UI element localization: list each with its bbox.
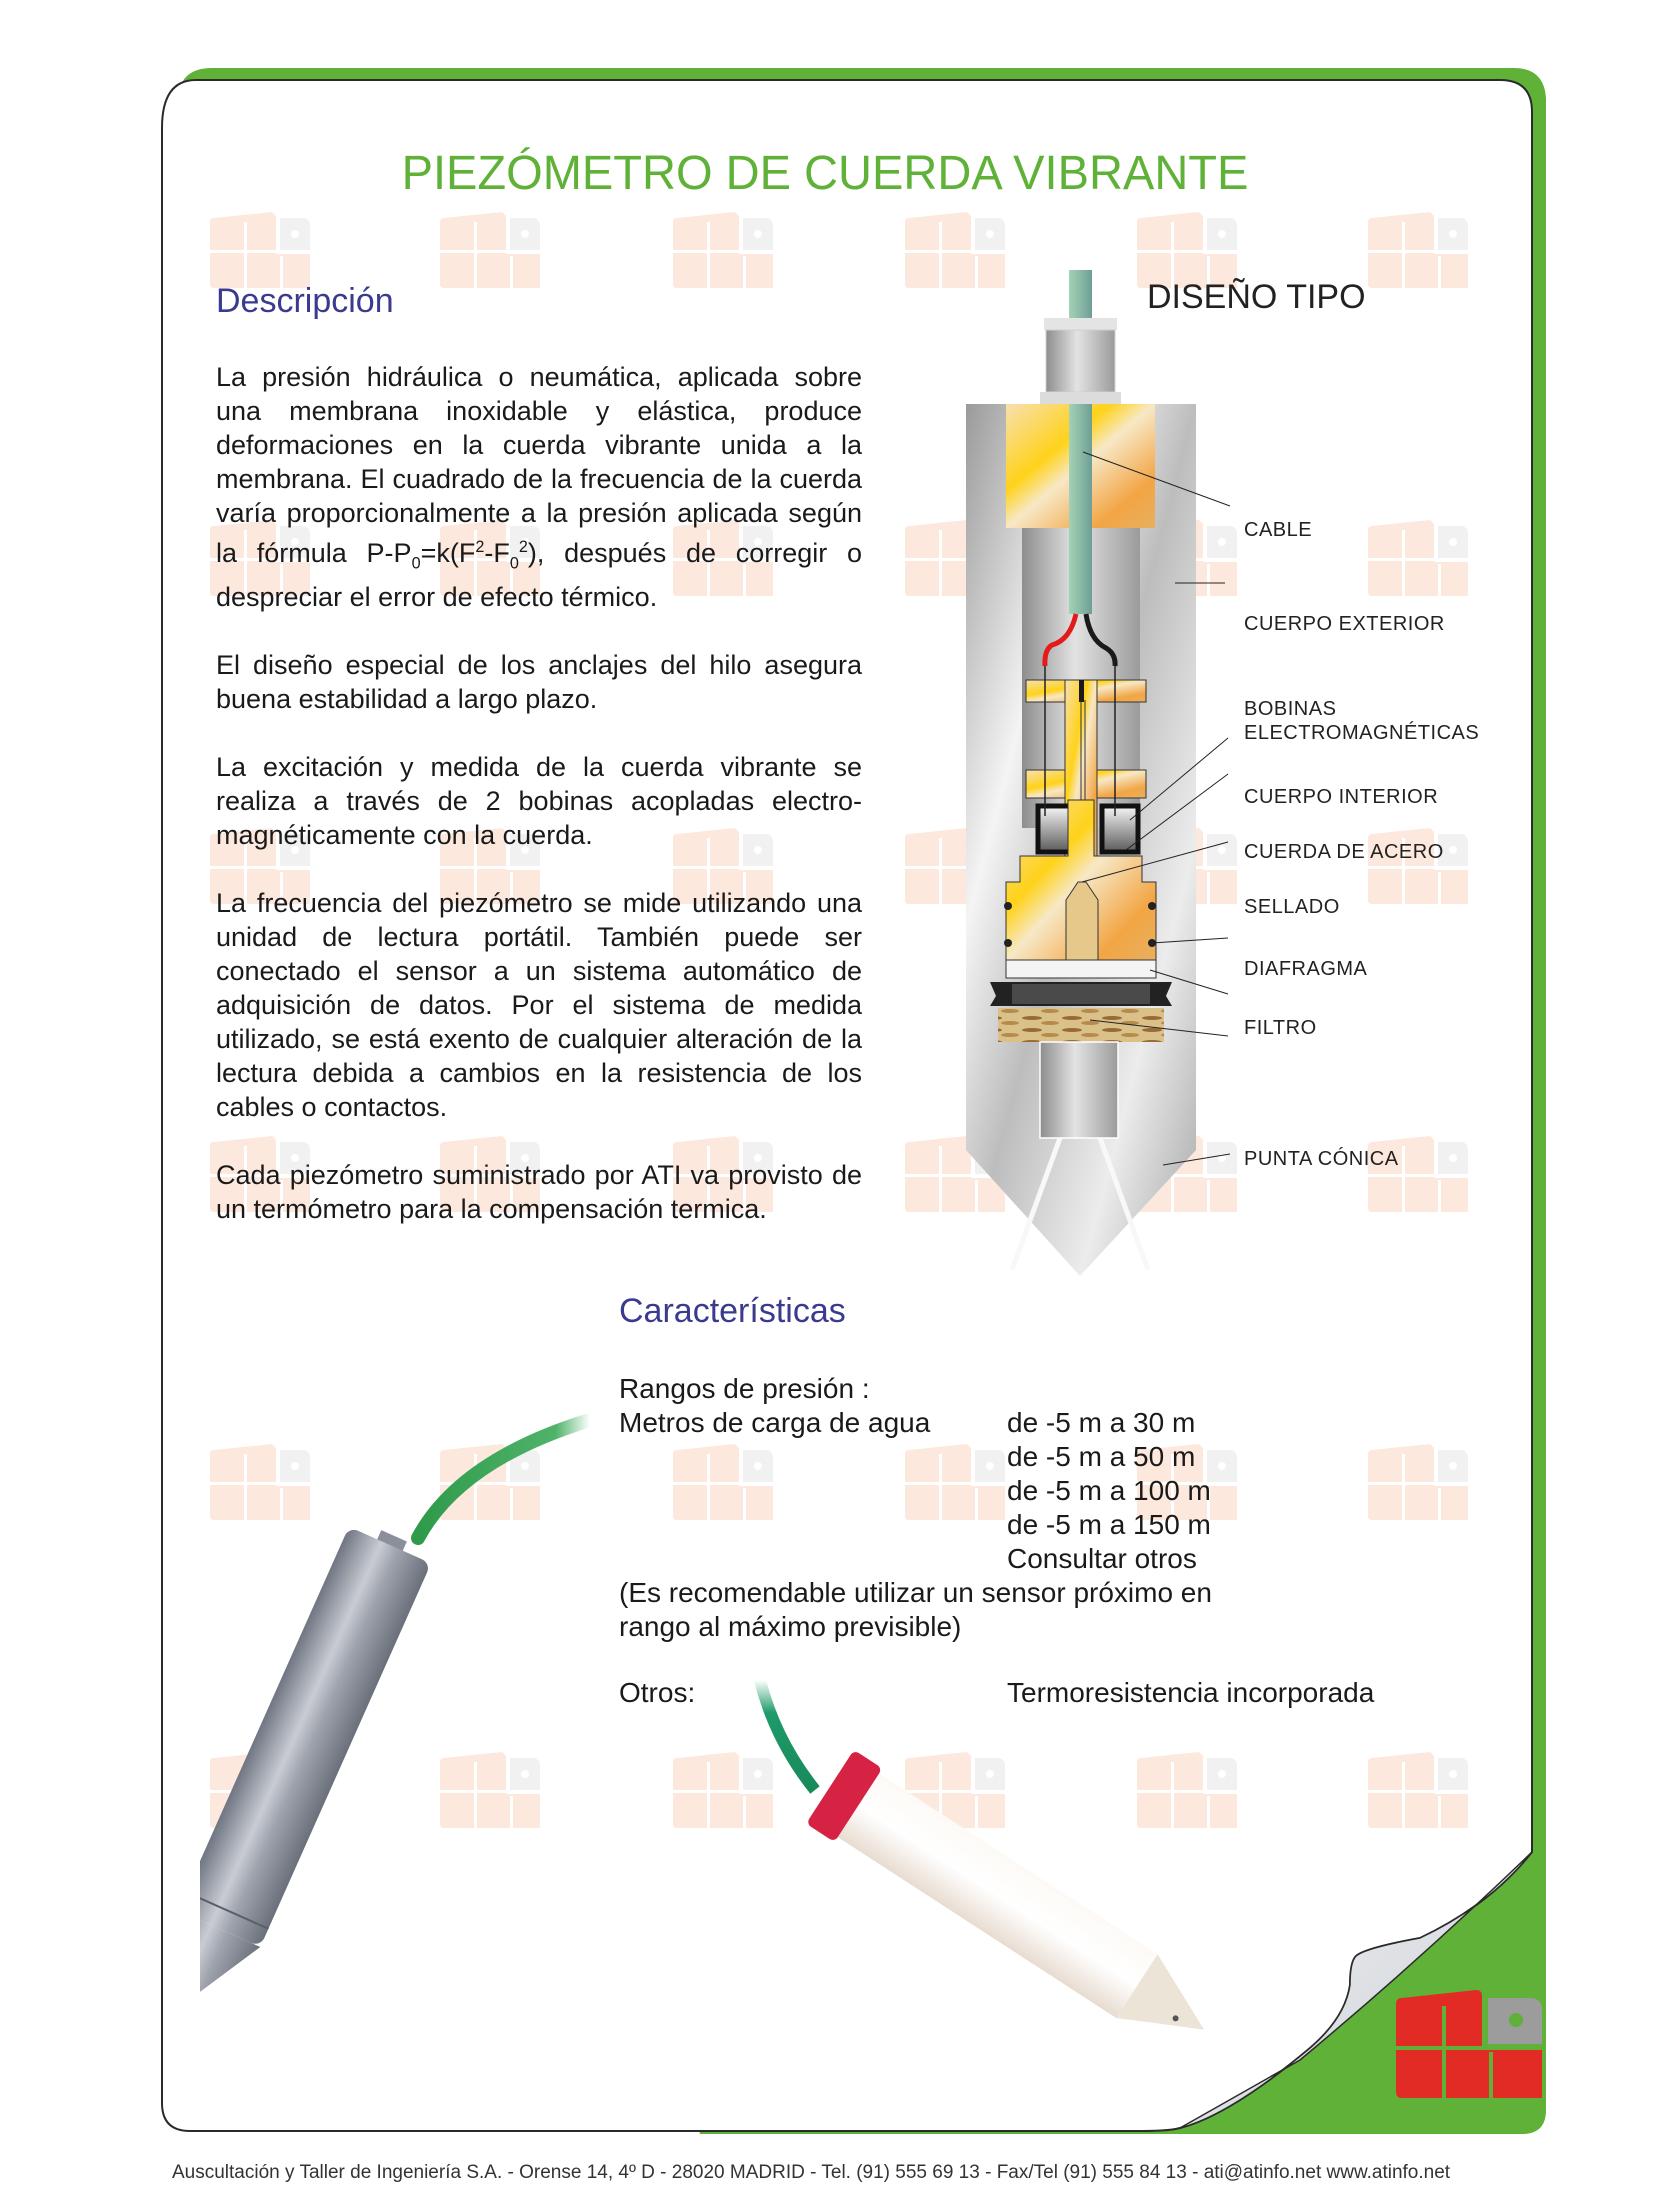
characteristics-heading: Características	[619, 1292, 846, 1330]
watermark-logo	[1368, 1752, 1468, 1828]
description-body	[216, 360, 862, 1260]
diagram-title: DISEÑO TIPO	[1147, 278, 1366, 316]
note-line-1: (Es recomendable utilizar un sensor próximo en	[619, 1577, 1212, 1608]
formula-sup: 2	[475, 538, 485, 556]
formula-part: P-P	[366, 538, 412, 568]
description-paragraph-5: Cada piezómetro suministrado por ATI va provisto de un termómetro para la compensación termica.	[216, 1160, 862, 1225]
range-item: de -5 m a 150 m	[1007, 1509, 1211, 1540]
ati-logo	[1396, 1990, 1542, 2098]
formula	[366, 538, 545, 573]
watermark-logo	[440, 212, 540, 288]
label-bobinas-line-1: BOBINAS	[1244, 698, 1337, 720]
label-filtro: FILTRO	[1244, 1017, 1317, 1039]
cable	[1069, 270, 1092, 320]
formula-part: -F	[484, 538, 510, 568]
label-cable: CABLE	[1244, 519, 1313, 541]
formula-sup: 2	[518, 538, 528, 556]
label-punta-conica: PUNTA CÓNICA	[1244, 1148, 1399, 1170]
filter	[998, 1008, 1164, 1042]
description-heading: Descripción	[216, 282, 394, 320]
formula-part: ),	[527, 538, 545, 568]
description-paragraph-2: El diseño especial de los anclajes del hilo asegura buena estabilidad a largo plazo.	[216, 650, 862, 715]
steel-piezometer-photo	[200, 1390, 620, 2040]
formula-part: =k(F	[420, 538, 476, 568]
label-bobinas-line-2: ELECTROMAGNÉTICAS	[1244, 722, 1480, 744]
watermark-logo	[905, 1444, 1005, 1520]
label-cuerpo-interior: CUERPO INTERIOR	[1244, 786, 1439, 808]
range-item: Consultar otros	[1007, 1543, 1197, 1574]
watermark-logo	[673, 1444, 773, 1520]
description-text: La presión hidráulica o neumática, aplicada sobre una membrana inoxidable y elástica, produce deformaciones en la cuerda vibrante unida a la membrana. El cuadrado de la frecuencia de la cuerda varía proporcionalmente a la presión aplicada según la fórmula	[216, 362, 862, 568]
range-item: de -5 m a 100 m	[1007, 1475, 1211, 1506]
others-value: Termoresistencia incorporada	[1007, 1677, 1375, 1708]
watermark-logo	[1368, 1444, 1468, 1520]
page-title: PIEZÓMETRO DE CUERDA VIBRANTE	[401, 147, 1249, 200]
description-paragraph-1	[216, 360, 862, 614]
plastic-piezometer-photo	[740, 1680, 1260, 2040]
description-text: después de corregir o despreciar el error de efecto térmico.	[216, 538, 862, 613]
formula-sub: 0	[411, 554, 421, 573]
diaphragm	[1006, 960, 1156, 978]
water-label: Metros de carga de agua	[619, 1407, 931, 1438]
note-line-2: rango al máximo previsible)	[619, 1611, 962, 1642]
range-item: de -5 m a 50 m	[1007, 1441, 1196, 1472]
cable-gland	[1044, 318, 1117, 330]
piezometer-cross-section-diagram	[940, 270, 1540, 1330]
label-cuerpo-exterior: CUERPO EXTERIOR	[1244, 613, 1445, 635]
label-bobinas	[1244, 697, 1479, 745]
others-label: Otros:	[619, 1677, 696, 1708]
description-paragraph-4: La frecuencia del piezómetro se mide utilizando una unidad de lectura portátil. También puede ser conectado el sensor a un sistema automático de adquisición de datos. Por el sistema de medida utilizado, se está exento de cualquier alteración de la lectura debida a cambios en la resistencia de los cables o contactos.	[216, 888, 862, 1123]
watermark-logo	[673, 212, 773, 288]
range-item: de -5 m a 30 m	[1007, 1407, 1196, 1438]
description-paragraph-3: La excitación y medida de la cuerda vibrante se realiza a través de 2 bobinas acopladas electro-magnéticamente con la cuerda.	[216, 752, 862, 851]
ranges-label: Rangos de presión :	[619, 1373, 870, 1404]
label-sellado: SELLADO	[1244, 896, 1340, 918]
watermark-logo	[210, 212, 310, 288]
label-cuerda-de-acero: CUERDA DE ACERO	[1244, 841, 1444, 863]
company-footer: Auscultación y Taller de Ingeniería S.A. - Orense 14, 4º D - 28020 MADRID - Tel. (91) 555 69 13 - Fax/Tel (91) 555 84 13 - ati@atinfo.net www.atinfo.net	[172, 2162, 1451, 2183]
formula-sub: 0	[509, 554, 519, 573]
label-diafragma: DIAFRAGMA	[1244, 958, 1368, 980]
